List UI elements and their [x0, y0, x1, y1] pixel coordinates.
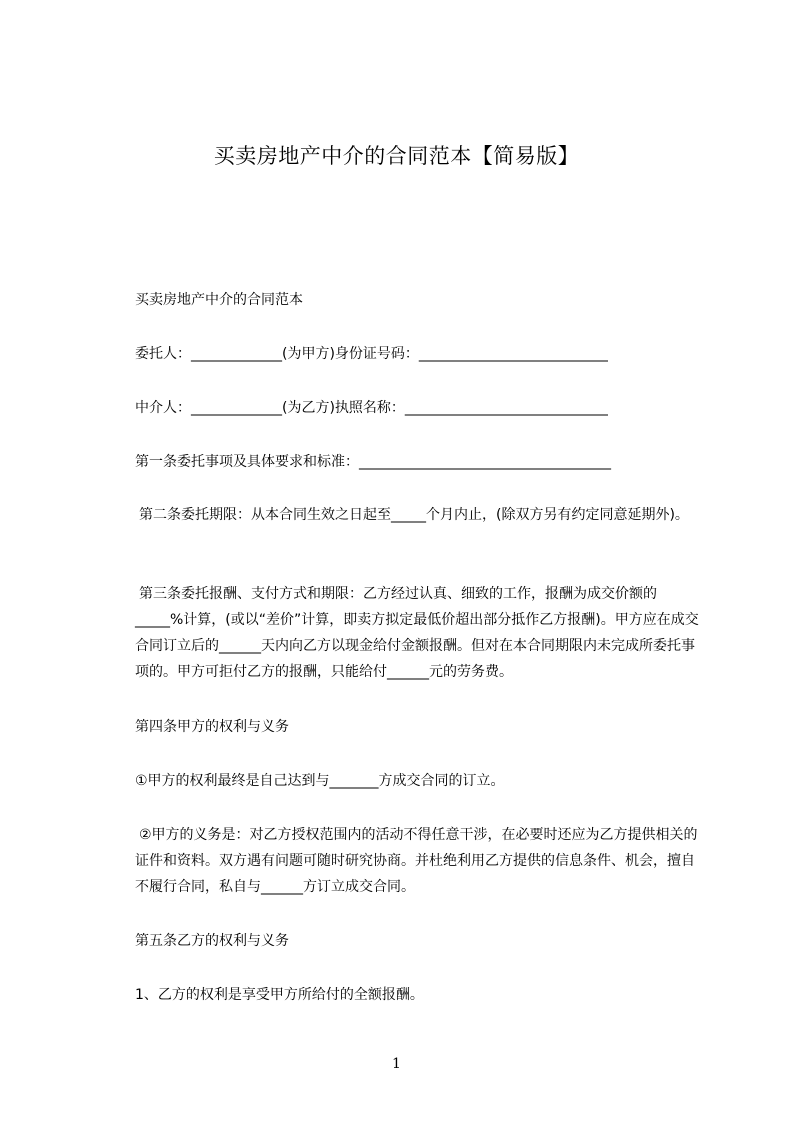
principal-line: 委托人：_____________(为甲方)身份证号码：___________________________ — [135, 346, 608, 362]
contract-name-paragraph: 买卖房地产中介的合同范本 — [135, 292, 303, 308]
article-1-paragraph: 第一条委托事项及具体要求和标准：____________________________________ — [135, 454, 611, 470]
article-4-item-2: ②甲方的义务是：对乙方授权范围内的活动不得任意干涉，在必要时还应为乙方提供相关的证件和资料。双方遇有问题可随时研究协商。并杜绝利用乙方提供的信息条件、机会，擅自不履行合同，私自与______方订立成交合同。 — [135, 827, 698, 895]
article-5-item-1: 1、乙方的权利是享受甲方所给付的全额报酬。 — [135, 987, 424, 1003]
article-4-heading: 第四条甲方的权利与义务 — [135, 719, 289, 735]
page-number: 1 — [392, 1056, 401, 1072]
article-2-paragraph: 第二条委托期限：从本合同生效之日起至_____个月内止，(除双方另有约定同意延期外)。 — [139, 507, 689, 523]
article-3-paragraph: 第三条委托报酬、支付方式和期限：乙方经过认真、细致的工作，报酬为成交价额的_____%计算，(或以“差价”计算，即卖方拟定最低价超出部分抵作乙方报酬)。甲方应在成交合同订立后的______天内向乙方以现金给付金额报酬。但对在本合同期限内未完成所委托事项的。甲方可拒付乙方的报酬，只能给付______元的劳务费。 — [135, 586, 699, 680]
intermediary-line: 中介人：_____________(为乙方)执照名称：_____________________________ — [135, 400, 608, 416]
document-title: 买卖房地产中介的合同范本【简易版】 — [213, 144, 580, 168]
article-5-heading: 第五条乙方的权利与义务 — [135, 933, 289, 949]
article-4-item-1: ①甲方的权利最终是自己达到与_______方成交合同的订立。 — [135, 773, 505, 789]
